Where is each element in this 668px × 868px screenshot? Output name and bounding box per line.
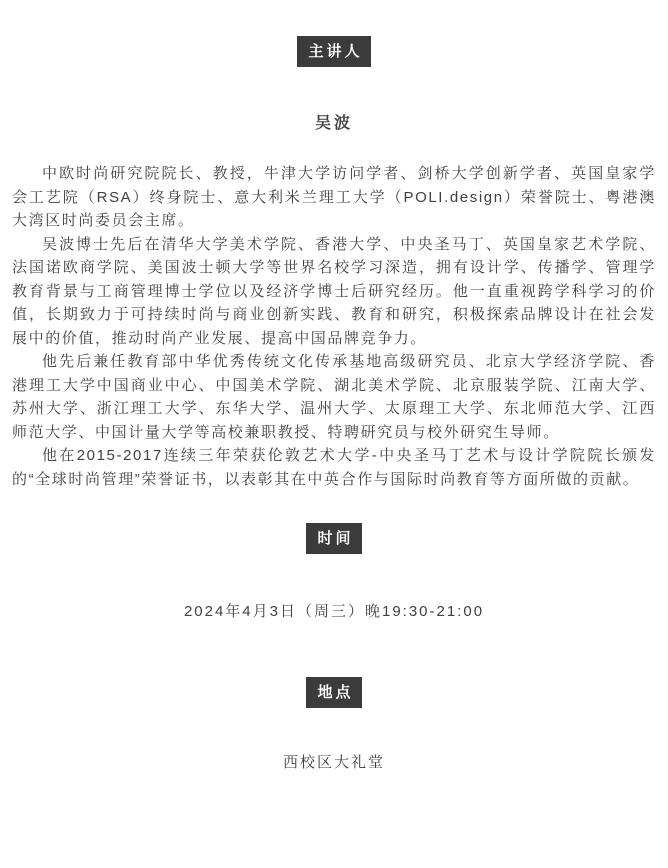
event-time: 2024年4月3日（周三）晚19:30-21:00 (183, 603, 485, 620)
speaker-name: 吴波 (314, 115, 353, 132)
event-location: 西校区大礼堂 (282, 754, 385, 771)
location-section-badge: 地点 (306, 677, 361, 708)
speaker-section-badge: 主讲人 (297, 36, 370, 67)
bio-paragraph: 中欧时尚研究院院长、教授，牛津大学访问学者、剑桥大学创新学者、英国皇家学会工艺院（RSA）终身院士、意大利米兰理工大学（POLI.design）荣誉院士、粤港澳大湾区时尚委员会主席。 (12, 165, 656, 229)
bio-paragraph: 吴波博士先后在清华大学美术学院、香港大学、中央圣马丁、英国皇家艺术学院、法国诺欧商学院、美国波士顿大学等世界名校学习深造，拥有设计学、传播学、管理学教育背景与工商管理博士学位以及经济学博士后研究经历。他一直重视跨学科学习的价值，长期致力于可持续时尚与商业创新实践、教育和研究，积极探索品牌设计在社会发展中的价值，推动时尚产业发展、提高中国品牌竞争力。 (12, 235, 656, 347)
speaker-bio (12, 162, 656, 491)
bio-paragraph: 他先后兼任教育部中华优秀传统文化传承基地高级研究员、北京大学经济学院、香港理工大学中国商业中心、中国美术学院、湖北美术学院、北京服装学院、江南大学、苏州大学、浙江理工大学、东华大学、温州大学、太原理工大学、东北师范大学、江西师范大学、中国计量大学等高校兼职教授、特聘研究员与校外研究生导师。 (12, 353, 656, 441)
bio-paragraph: 他在2015-2017连续三年荣获伦敦艺术大学-中央圣马丁艺术与设计学院院长颁发的“全球时尚管理”荣誉证书，以表彰其在中英合作与国际时尚教育等方面所做的贡献。 (12, 447, 656, 488)
time-section-badge: 时间 (306, 523, 361, 554)
